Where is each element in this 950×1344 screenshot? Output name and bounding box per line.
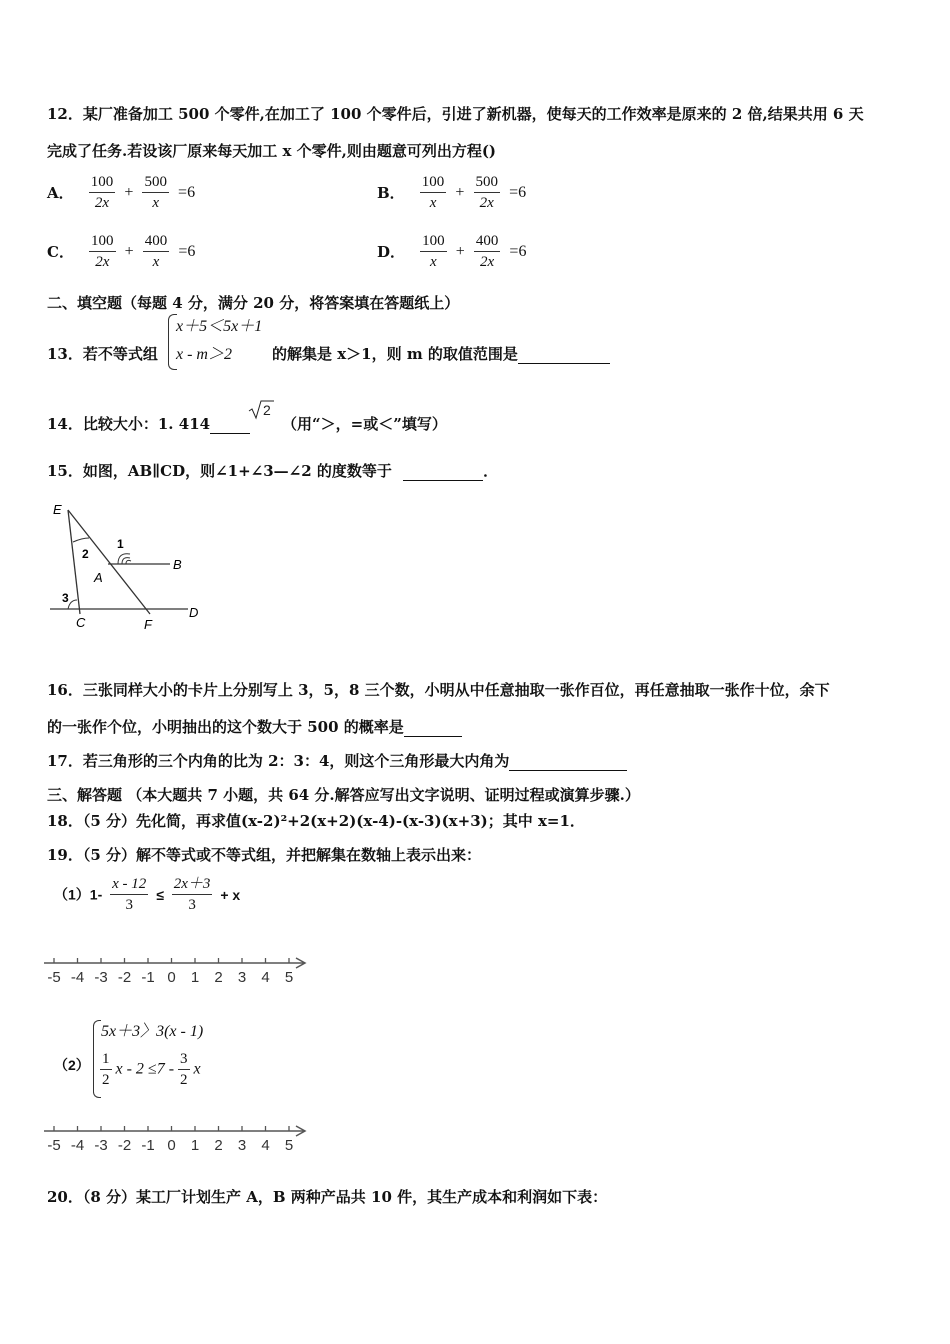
answer-blank[interactable] (210, 419, 250, 434)
denominator: x (430, 254, 437, 270)
tick-label: -1 (141, 1137, 155, 1154)
plus-sign: + (455, 242, 465, 260)
numerator: 100 (89, 232, 116, 252)
tick-label: 1 (190, 969, 200, 986)
option-label: B． (377, 184, 405, 202)
denominator: 2x (479, 254, 495, 270)
q18: 18．（5 分）先化简，再求值(x-2)²+2(x+2)(x-4)-(x-3)(x+3)；其中 x=1． (47, 812, 585, 830)
fraction (142, 173, 169, 212)
q16-line2-text: 的一张作个位，小明抽出的这个数大于 500 的概率是 (47, 718, 404, 736)
fraction (89, 173, 116, 212)
tick-label: -3 (94, 1137, 108, 1154)
q12-option-a (47, 173, 199, 212)
tick-label: 0 (167, 1137, 176, 1154)
q12-option-b (377, 173, 530, 212)
q20: 20．（8 分）某工厂计划生产 A，B 两种产品共 10 件，其生产成本和利润如下表： (47, 1188, 608, 1206)
label-c: C (76, 615, 86, 630)
tick-group (47, 1126, 293, 1154)
denominator: 2x (95, 254, 110, 270)
q19-part-1 (54, 875, 240, 914)
tick-label: 0 (167, 969, 176, 986)
numerator: x - 12 (110, 875, 148, 895)
tick-label: 3 (237, 969, 247, 986)
tick-label: 3 (237, 1137, 247, 1154)
q19-text: 19．（5 分）解不等式或不等式组，并把解集在数轴上表示出来： (47, 846, 482, 864)
tick-label: 2 (214, 969, 223, 986)
q14 (47, 413, 250, 434)
tick-label: -4 (70, 1137, 85, 1154)
q19-p2-inequality-2 (100, 1050, 201, 1089)
q15-end: ． (483, 462, 499, 480)
q19-p2-inequality-1: 5x＋3〉3(x - 1) (101, 1023, 204, 1040)
fraction (110, 875, 148, 914)
q15 (47, 460, 498, 481)
numerator: 500 (142, 173, 169, 193)
q13-prefix: 13．若不等式组 (47, 345, 158, 363)
fraction (100, 1050, 112, 1089)
fraction (420, 232, 447, 271)
section-3-heading: 三、解答题 （本大题共 7 小题，共 64 分.解答应写出文字说明、证明过程或演算步骤.） (47, 786, 640, 804)
answer-blank[interactable] (518, 349, 610, 364)
numerator: 100 (420, 232, 447, 252)
tick-label: -4 (70, 969, 85, 986)
fraction (172, 875, 213, 914)
fraction (178, 1050, 190, 1089)
label-d: D (189, 605, 199, 620)
q13-inequality-1: x＋5＜5x＋1 (176, 318, 263, 335)
p1-suffix: + x (220, 886, 241, 903)
tick-label: -5 (47, 1137, 61, 1154)
line-ec (68, 510, 80, 614)
q14-prefix: 14．比较大小：1. 414 (47, 415, 211, 433)
fraction (420, 173, 447, 212)
label-b: B (173, 557, 182, 572)
numerator: 3 (178, 1050, 190, 1070)
p2-middle: x - 2 ≤7 - (115, 1060, 175, 1078)
answer-blank[interactable] (404, 722, 462, 737)
number-line-1[interactable] (42, 954, 312, 988)
sqrt-symbol (247, 398, 275, 422)
label-e: E (53, 502, 62, 517)
fraction (474, 173, 501, 212)
tick-label: 1 (190, 1137, 200, 1154)
q19-part-2-label: （2） (54, 1057, 90, 1073)
line-ef (68, 510, 150, 614)
denominator: 3 (188, 897, 196, 913)
q16-line2 (47, 716, 462, 737)
part-label: （1） (54, 886, 90, 903)
fraction (89, 232, 116, 271)
q13-suffix (272, 343, 610, 364)
geometry-figure (40, 496, 210, 636)
tick-label: -2 (117, 969, 132, 986)
fraction (474, 232, 501, 271)
sqrt-radicand: 2 (263, 402, 271, 418)
tick-label: -1 (141, 969, 155, 986)
q17 (47, 750, 627, 771)
fraction (143, 232, 170, 271)
plus-sign: + (124, 183, 134, 201)
denominator: 3 (125, 897, 133, 913)
tick-label: 5 (284, 969, 294, 986)
angle-2-label: 2 (82, 547, 89, 561)
tick-label: 5 (284, 1137, 294, 1154)
angle-3-arc (68, 600, 77, 609)
option-label: D． (377, 243, 406, 261)
number-line-2[interactable] (42, 1122, 312, 1156)
option-label: A． (47, 184, 74, 202)
q12-line1: 12．某厂准备加工 500 个零件,在加工了 100 个零件后，引进了新机器，使每天的工作效率是原来的 2 倍,结果共用 6 天 (47, 105, 864, 123)
q12-option-d (377, 232, 530, 271)
tick-label: 4 (261, 969, 270, 986)
q13-suffix-text: 的解集是 x＞1，则 m 的取值范围是 (272, 345, 518, 363)
denominator: 2 (102, 1072, 110, 1088)
numerator: 400 (143, 232, 170, 252)
numerator: 1 (100, 1050, 112, 1070)
label-a: A (94, 570, 103, 585)
equals-rhs: =6 (178, 183, 196, 201)
numerator: 500 (474, 173, 501, 193)
q14-suffix: （用“＞，=或＜”填写） (282, 415, 447, 433)
numerator: 100 (89, 173, 116, 193)
q17-text: 17．若三角形的三个内角的比为 2：3：4，则这个三角形最大内角为 (47, 752, 510, 770)
le-sign: ≤ (156, 886, 164, 903)
p2-end: x (193, 1060, 201, 1078)
q15-text: 15．如图，AB∥CD，则∠1+∠3—∠2 的度数等于 (47, 462, 392, 480)
tick-label: -5 (47, 969, 61, 986)
numerator: 100 (420, 173, 447, 193)
tick-label: 2 (214, 1137, 223, 1154)
angle-3-label: 3 (62, 591, 69, 605)
q16-line1: 16．三张同样大小的卡片上分别写上 3，5，8 三个数，小明从中任意抽取一张作百位，再任意抽取一张作十位，余下 (47, 681, 830, 699)
answer-blank[interactable] (403, 466, 483, 481)
tick-label: 4 (261, 1137, 270, 1154)
p1-prefix: 1- (89, 886, 103, 903)
plus-sign: + (455, 183, 465, 201)
denominator: x (152, 254, 160, 270)
denominator: 2 (180, 1072, 188, 1088)
section-2-heading: 二、填空题（每题 4 分，满分 20 分，将答案填在答题纸上） (47, 294, 460, 312)
numerator: 400 (474, 232, 501, 252)
tick-label: -2 (117, 1137, 132, 1154)
angle-1-label: 1 (117, 537, 124, 551)
tick-group (47, 958, 293, 986)
label-f: F (144, 617, 152, 632)
equals-rhs: =6 (178, 242, 196, 260)
denominator: x (152, 195, 160, 211)
numerator: 2x＋3 (172, 875, 213, 895)
q12-option-c (47, 232, 199, 271)
denominator: 2x (479, 195, 494, 211)
plus-sign: + (124, 242, 134, 260)
answer-blank[interactable] (509, 756, 627, 771)
option-label: C． (47, 243, 74, 261)
q12-line2: 完成了任务.若设该厂原来每天加工 x 个零件,则由题意可列出方程() (47, 142, 497, 160)
tick-label: -3 (94, 969, 108, 986)
q13-inequality-2: x - m＞2 (176, 346, 232, 363)
denominator: 2x (94, 195, 110, 211)
angle-2-arc (73, 538, 89, 542)
equals-rhs: =6 (509, 242, 527, 260)
denominator: x (429, 195, 437, 211)
equals-rhs: =6 (509, 183, 527, 201)
